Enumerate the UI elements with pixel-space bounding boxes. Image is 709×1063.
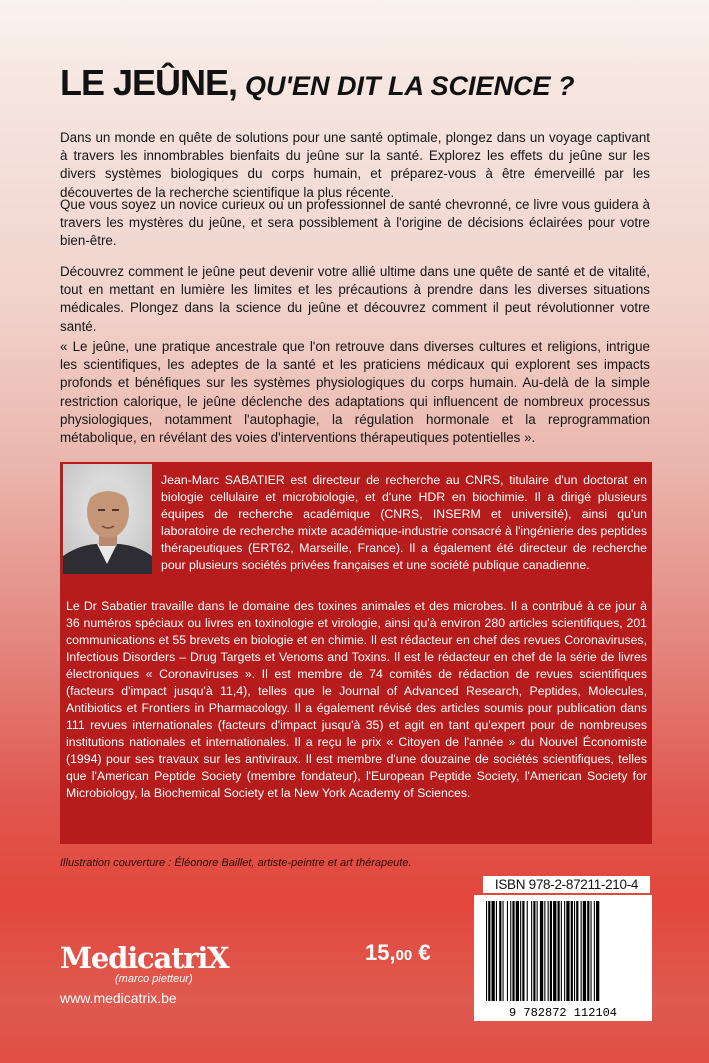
- barcode-bar: [571, 901, 573, 1001]
- barcode-bar: [507, 901, 508, 1001]
- price-cents: 00: [395, 947, 413, 964]
- barcode-bar: [527, 901, 528, 1001]
- barcode-number: 9 782872 112104: [508, 1006, 618, 1020]
- barcode-bar: [510, 901, 511, 1001]
- barcode-bar: [564, 901, 565, 1001]
- author-photo: [63, 464, 152, 574]
- barcode-bars: [474, 895, 652, 1021]
- author-bio-detail: Le Dr Sabatier travaille dans le domaine des toxines animales et des microbes. Il a contribué à ce jour à 36 numéros spéciaux ou livres en toxinologie et virologie, ainsi qu'à environ 280 articles scientifiques, 201 communications et 55 brevets en biologie et en chimie. Il est rédacteur en chef des revues Coronaviruses, Infectious Disorders – Drug Targets et Venoms and Toxins. Il est le rédacteur en chef de la série de livres électroniques « Coronaviruses ». Il est membre de 74 comités de rédaction de revues scientifiques (facteurs d'impact jusqu'à 11,4), telles que le Journal of Advanced Research, Peptides, Molecules, Antibiotics et Frontiers in Pharmacology. Il a également révisé des articles soumis pour publication dans 111 revues internationales (facteurs d'impact jusqu'à 35) et agit en tant qu'expert pour de nombreuses institutions nationales et internationales. Il a reçu le prix « Citoyen de l'année » du Nouvel Économiste (1994) pour ses travaux sur les antiviraux. Il est membre d'une douzaine de sociétés scientifiques, telles que l'American Peptide Society (membre fondateur), l'European Peptide Society, l'American Society for Microbiology, la Biochemical Society et la New York Academy of Sciences.: [66, 599, 647, 800]
- barcode: [474, 895, 652, 1021]
- publisher-subtitle: (marco pietteur): [115, 973, 193, 985]
- barcode-bar: [550, 901, 552, 1001]
- barcode-bar: [520, 901, 521, 1001]
- title-main: LE JEÛNE,: [60, 62, 238, 103]
- author-bio-intro: Jean-Marc SABATIER est directeur de recherche au CNRS, titulaire d'un doctorat en biologie cellulaire et microbiologie, et d'une HDR en biochimie. Il a dirigé plusieurs équipes de recherche académique (CNRS, INSERM et université), ainsi qu'un laboratoire de recherche mixte académique-industrie consacré à l'ingénierie des peptides thérapeutiques (ERT62, Marseille, France). Il a également été directeur de recherche pour plusieurs sociétés privées françaises et une société publique canadienne.: [161, 473, 647, 572]
- barcode-bar: [596, 901, 599, 1001]
- barcode-bar: [574, 901, 575, 1001]
- title-sub: QU'EN DIT LA SCIENCE ?: [245, 71, 575, 101]
- barcode-bar: [561, 901, 562, 1001]
- barcode-bar: [496, 901, 497, 1001]
- book-title: [60, 62, 574, 104]
- barcode-bar: [486, 901, 487, 1001]
- barcode-bar: [583, 901, 586, 1001]
- barcode-bar: [533, 901, 535, 1001]
- summary-paragraph-3: Découvrez comment le jeûne peut devenir votre allié ultime dans une quête de santé et de vitalité, tout en mettant en lumière les limites et les précautions à prendre dans les diverses situations médicales. Plongez dans la science du jeûne et découvrez comment il peut révolutionner votre santé.: [60, 264, 650, 334]
- barcode-bar: [544, 901, 545, 1001]
- barcode-bar: [503, 901, 504, 1001]
- barcode-bar: [531, 901, 532, 1001]
- price-currency: €: [412, 940, 431, 965]
- barcode-bar: [553, 901, 556, 1001]
- quote-paragraph: « Le jeûne, une pratique ancestrale que l'on retrouve dans diverses cultures et religions, intrigue les scientifiques, les adeptes de la santé et les praticiens médicaux qui explorent ses impacts profonds et bénéfiques sur les systèmes physiologiques du corps humain. Au-delà de la simple restriction calorique, le jeûne déclenche des adaptations qui influencent de nombreux processus physiologiques, notamment l'autophagie, la régulation hormonale et la reprogrammation métabolique, en révélant des voies d'interventions thérapeutiques potentielles ».: [60, 339, 650, 446]
- medicatrix-logo-icon: [60, 934, 250, 978]
- barcode-bar: [558, 901, 560, 1001]
- publisher-logo: [60, 934, 250, 978]
- summary-paragraph-1: Dans un monde en quête de solutions pour une santé optimale, plongez dans un voyage captivant à travers les innombrables bienfaits du jeûne sur la santé. Explorez les effets du jeûne sur les divers systèmes biologiques du corps humain, et préparez-vous à être émerveillé par les découvertes de la recherche scientifique la plus récente.: [60, 130, 650, 200]
- isbn-label: ISBN 978-2-87211-210-4: [483, 876, 650, 893]
- barcode-bar: [516, 901, 519, 1001]
- publisher-website: www.medicatrix.be: [60, 990, 177, 1006]
- barcode-bar: [594, 901, 595, 1001]
- barcode-bar: [587, 901, 589, 1001]
- barcode-bar: [522, 901, 524, 1001]
- barcode-bar: [512, 901, 514, 1001]
- barcode-bar: [581, 901, 582, 1001]
- barcode-bar: [499, 901, 501, 1001]
- barcode-bar: [492, 901, 495, 1001]
- barcode-bar: [488, 901, 490, 1001]
- barcode-bar: [591, 901, 592, 1001]
- summary-paragraph-2: Que vous soyez un novice curieux ou un professionnel de santé chevronné, ce livre vous guidera à travers les mystères du jeûne, et sera possiblement à l'origine de décisions éclairées pour votre bien-être.: [60, 197, 650, 249]
- author-portrait-image: [63, 464, 152, 574]
- barcode-bar: [576, 901, 578, 1001]
- barcode-bar: [537, 901, 538, 1001]
- barcode-bar: [548, 901, 549, 1001]
- price: [365, 940, 431, 966]
- cover-illustration-credit: Illustration couverture : Éléonore Baillet, artiste-peintre et art thérapeute.: [60, 857, 412, 869]
- price-main: 15,: [365, 940, 396, 965]
- barcode-bar: [566, 901, 569, 1001]
- barcode-bar: [540, 901, 543, 1001]
- publisher-name: MedicatriX: [60, 941, 229, 975]
